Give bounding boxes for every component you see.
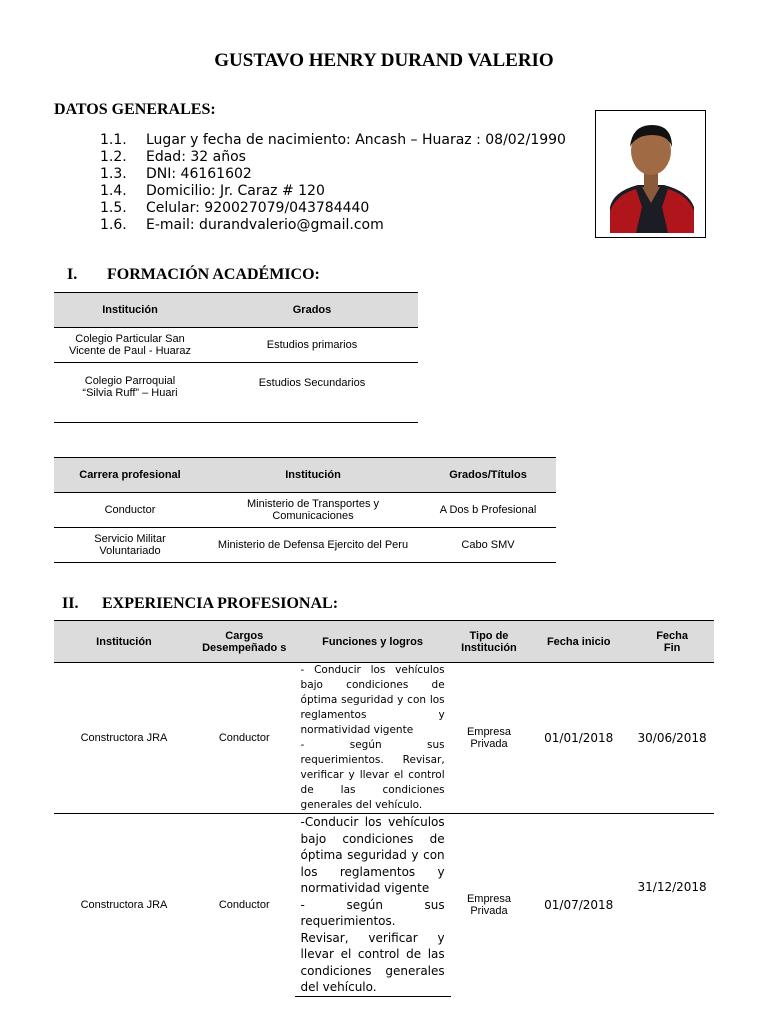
table-header: Funciones y logros: [295, 621, 451, 663]
table-header: Cargos Desempeñado s: [194, 621, 295, 663]
table-header: Institución: [206, 458, 420, 493]
table-header: Carrera profesional: [54, 458, 206, 493]
formacion-table: [54, 292, 418, 423]
table-header: Institución: [54, 293, 206, 328]
table-row: Servicio Militar Voluntariado Ministerio de Defensa Ejercito del Peru Cabo SMV: [54, 528, 556, 563]
datos-generales-heading: DATOS GENERALES:: [54, 101, 216, 118]
carrera-table: [54, 457, 556, 563]
experiencia-table: [54, 620, 714, 997]
table-header: Fecha Fin: [630, 621, 714, 663]
experiencia-heading: II. EXPERIENCIA PROFESIONAL:: [62, 595, 339, 612]
personal-info-list: [100, 132, 566, 234]
table-row: Constructora JRA Conductor -Conducir los vehículos bajo condiciones de óptima seguridad y con los reglamentos y normatividad vigente - según sus requerimientos. Revisar, verificar y llevar el control de las condiciones generales del vehículo. Empresa Privada 01/07/2018 31/12/2018: [80, 815, 707, 994]
resume-name: GUSTAVO HENRY DURAND VALERIO: [214, 50, 554, 71]
info-item-phone: 1.5. Celular: 920027079/043784440: [100, 200, 370, 216]
profile-photo: [595, 110, 706, 238]
functions-cell: - Conducir los vehículos bajo condiciones de óptima seguridad y con los reglamentos y normatividad vigente - según sus requerimientos. Revisar, verificar y llevar el control de las condiciones generales del vehículo.: [295, 663, 451, 814]
info-item-address: 1.4. Domicilio: Jr. Caraz # 120: [100, 183, 325, 199]
table-row: Colegio Particular San Vicente de Paul - Huaraz Estudios primarios: [54, 328, 418, 363]
table-header: Institución: [54, 621, 194, 663]
info-item-dni: 1.3. DNI: 46161602: [100, 166, 252, 182]
table-row: Constructora JRA Conductor - Conducir los vehículos bajo condiciones de óptima seguridad y con los reglamentos y normatividad vigente - según sus requerimientos. Revisar, verificar y llevar el control de las condiciones generales del vehículo. Empresa Privada 01/01/2018 30/06/2018: [54, 663, 714, 814]
functions-cell: -Conducir los vehículos bajo condiciones de óptima seguridad y con los reglamentos y normatividad vigente - según sus requerimientos. Revisar, verificar y llevar el control de las condiciones generales del vehículo.: [295, 814, 451, 997]
formacion-heading: I. FORMACIÓN ACADÉMICO:: [67, 266, 320, 283]
info-item-birth: 1.1. Lugar y fecha de nacimiento: Ancash – Huaraz : 08/02/1990: [100, 132, 566, 148]
table-header: Grados: [206, 293, 418, 328]
table-header: Fecha inicio: [527, 621, 630, 663]
person-photo-icon: [596, 111, 705, 237]
table-header: Tipo de Institución: [451, 621, 528, 663]
table-row: Colegio Parroquial “Silvia Ruff” – Huari Estudios Secundarios: [54, 363, 418, 423]
table-header: Grados/Títulos: [420, 458, 556, 493]
info-item-age: 1.2. Edad: 32 años: [100, 149, 246, 165]
table-row: Conductor Ministerio de Transportes y Comunicaciones A Dos b Profesional: [54, 493, 556, 528]
info-item-email: 1.6. E-mail: durandvalerio@gmail.com: [100, 217, 384, 233]
